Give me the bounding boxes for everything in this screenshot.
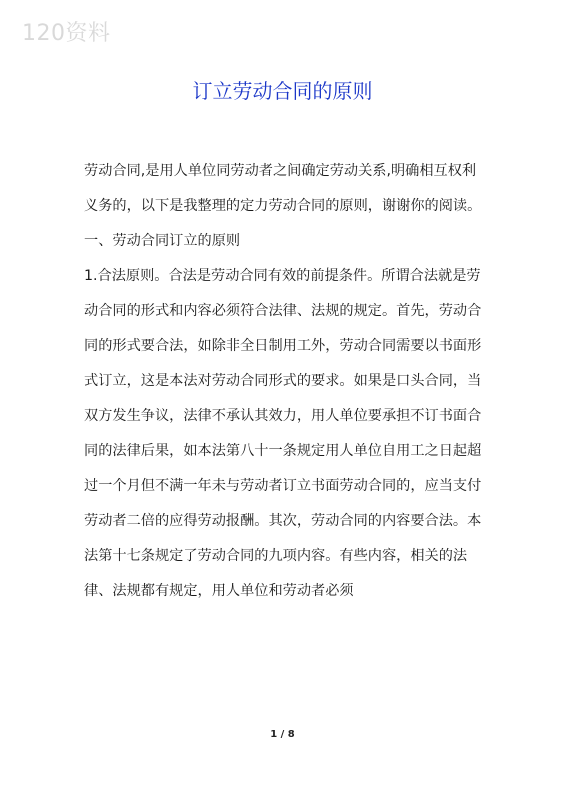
document-body [84,154,490,609]
paragraph-intro: 劳动合同,是用人单位同劳动者之间确定劳动关系,明确相互权利义务的，以下是我整理的定力劳动合同的原则，谢谢你的阅读。 [84,163,482,214]
section-heading: 一、劳动合同订立的原则 [84,233,241,249]
page-number: 1 / 8 [270,729,295,740]
document-title: 订立劳动合同的原则 [192,79,373,103]
watermark: 120资料 [22,21,111,46]
paragraph-legal-principle: 1.合法原则。合法是劳动合同有效的前提条件。所谓合法就是劳动合同的形式和内容必须符合法律、法规的规定。首先，劳动合同的形式要合法，如除非全日制用工外，劳动合同需要以书面形式订立，这是本法对劳动合同形式的要求。如果是口头合同，当双方发生争议，法律不承认其效力，用人单位要承担不订书面合同的法律后果，如本法第八十一条规定用人单位自用工之日起超过一个月但不满一年未与劳动者订立书面劳动合同的，应当支付劳动者二倍的应得劳动报酬。其次，劳动合同的内容要合法。本法第十七条规定了劳动合同的九项内容。有些内容，相关的法律、法规都有规定，用人单位和劳动者必须 [84,268,482,599]
